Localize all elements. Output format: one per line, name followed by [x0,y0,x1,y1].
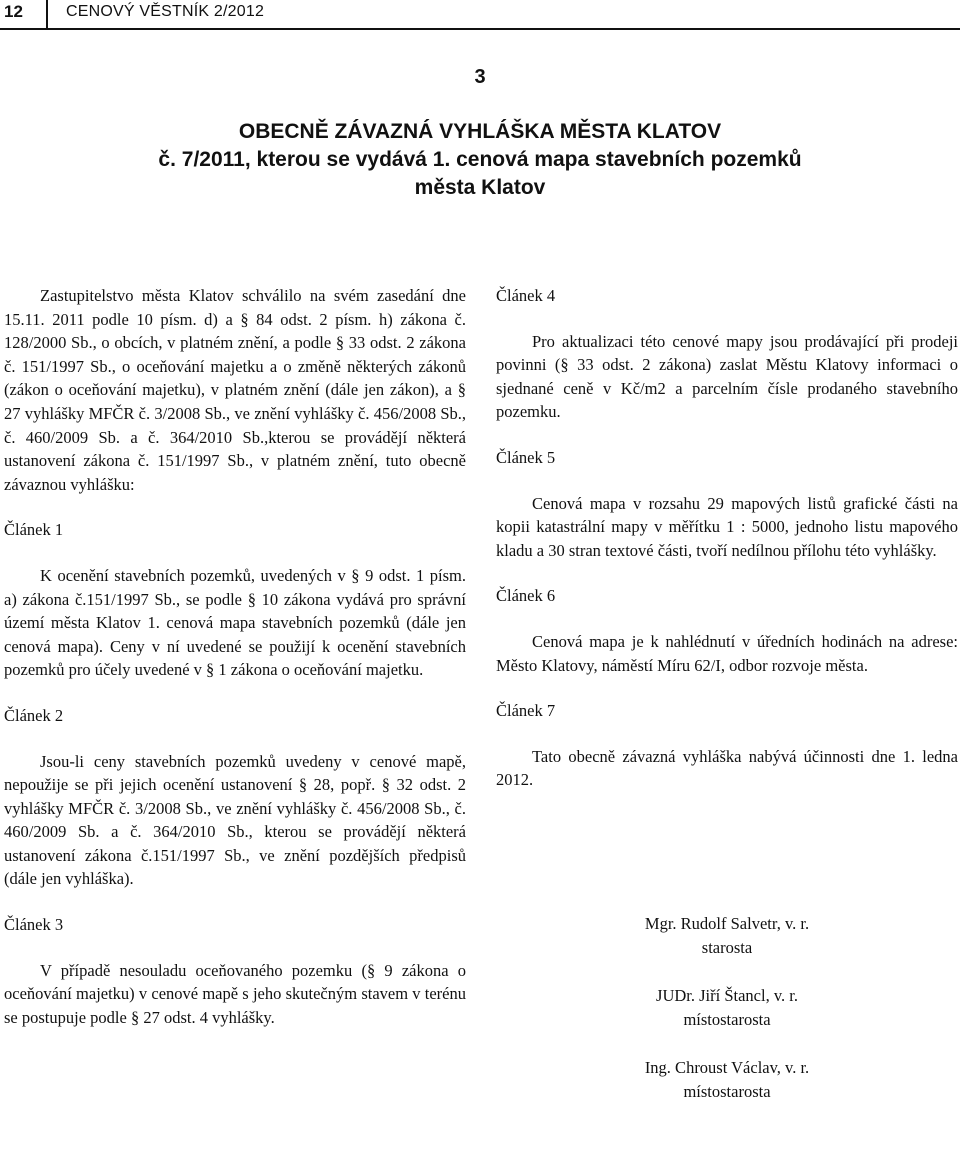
signatory-name: JUDr. Jiří Štancl, v. r. [656,985,798,1005]
article-4-text: Pro aktualizaci této cenové mapy jsou prodávající při prodeji povinni (§ 33 odst. 2 zákona) zaslat Městu Klatovy informaci o sjednané ceně v Kč/m2 a parcelním čísle prodaného stavebního pozemku. [496,331,958,422]
intro-paragraph: Zastupitelstvo města Klatov schválilo na svém zasedání dne 15.11. 2011 podle 10 písm. d) a § 84 odst. 2 písm. h) zákona č. 128/2000 Sb., o obcích, v platném znění, a podle § 33 odst. 2 zákona č. 151/1997 Sb., o oceňování majetku a o změně některých zákonů (zákon o oceňování majetku), v platném znění (dále jen zákon), a § 27 vyhlášky MFČR č. 3/2008 Sb., ve znění vyhlášky č. 456/2008 Sb., č. 460/2009 Sb. a č. 364/2010 Sb.,kterou se provádějí některá ustanovení zákona č. 151/1997 Sb., v platném znění, tuto obecně závaznou vyhlášku: [4,286,466,494]
title-line: města Klatov [414,176,546,199]
article-5-text: Cenová mapa v rozsahu 29 mapových listů grafické části na kopii katastrální mapy v měřítku 1 : 5000, jednoho listu mapového kladu a 30 stran textové části, tvoří nedílnou přílohu této vyhlášky. [496,493,958,560]
title-line: č. 7/2011, kterou se vydává 1. cenová mapa stavebních pozemků [158,148,802,171]
right-column [496,284,958,1104]
article-2-text: Jsou-li ceny stavebních pozemků uvedeny v cenové mapě, nepoužije se při jejich ocenění ustanovení § 28, popř. § 32 odst. 2 vyhlášky MFČR č. 3/2008 Sb., ve znění vyhlášky č. 456/2008 Sb., č. 460/2009 Sb. a č. 364/2010 Sb., kterou se provádějí některá ustanovení zákona č.151/1997 Sb., ve znění pozdějších předpisů (dále jen vyhláška). [4,751,466,889]
article-7-heading: Článek 7 [496,701,556,721]
article-6-text: Cenová mapa je k nahlédnutí v úředních hodinách na adrese: Město Klatovy, náměstí Míru 62/I, odbor rozvoje města. [496,631,958,675]
article-3-text: V případě nesouladu oceňovaného pozemku (§ 9 zákona o oceňování majetku) v cenové mapě s jeho skutečným stavem v terénu se postupuje podle § 27 odst. 4 vyhlášky. [4,960,466,1027]
article-7-text: Tato obecně závazná vyhláška nabývá účinnosti dne 1. ledna 2012. [496,746,958,790]
journal-title: CENOVÝ VĚSTNÍK 2/2012 [66,3,265,20]
header-rule [0,28,960,30]
article-4-heading: Článek 4 [496,286,556,305]
title-line: OBECNĚ ZÁVAZNÁ VYHLÁŠKA MĚSTA KLATOV [238,120,722,143]
signatory-role: místostarosta [683,1009,771,1029]
page-number: 12 [4,2,23,21]
article-3-heading: Článek 3 [4,915,64,935]
signature-block [496,912,958,1104]
signatory-role: místostarosta [683,1081,771,1101]
signatory-role: starosta [701,937,753,957]
article-6-heading: Článek 6 [496,586,556,606]
article-1-heading: Článek 1 [4,520,64,540]
article-1-text: K ocenění stavebních pozemků, uvedených v § 9 odst. 1 písm. a) zákona č.151/1997 Sb., se podle § 10 zákona vydává pro správní území města Klatov 1. cenová mapa stavebních pozemků (dále jen cenová mapa). Ceny v ní uvedené se použijí k ocenění stavebních pozemků pro účely uvedené v § 1 zákona o oceňování majetku. [4,565,466,680]
signatory-name: Mgr. Rudolf Salvetr, v. r. [644,913,810,933]
left-column [4,284,466,1029]
article-5-heading: Článek 5 [496,447,556,467]
header-divider [46,0,48,30]
document-number: 3 [474,66,486,88]
document-title [0,118,960,202]
signatory-name: Ing. Chroust Václav, v. r. [644,1057,810,1077]
article-2-heading: Článek 2 [4,705,64,725]
page-header [0,0,960,24]
